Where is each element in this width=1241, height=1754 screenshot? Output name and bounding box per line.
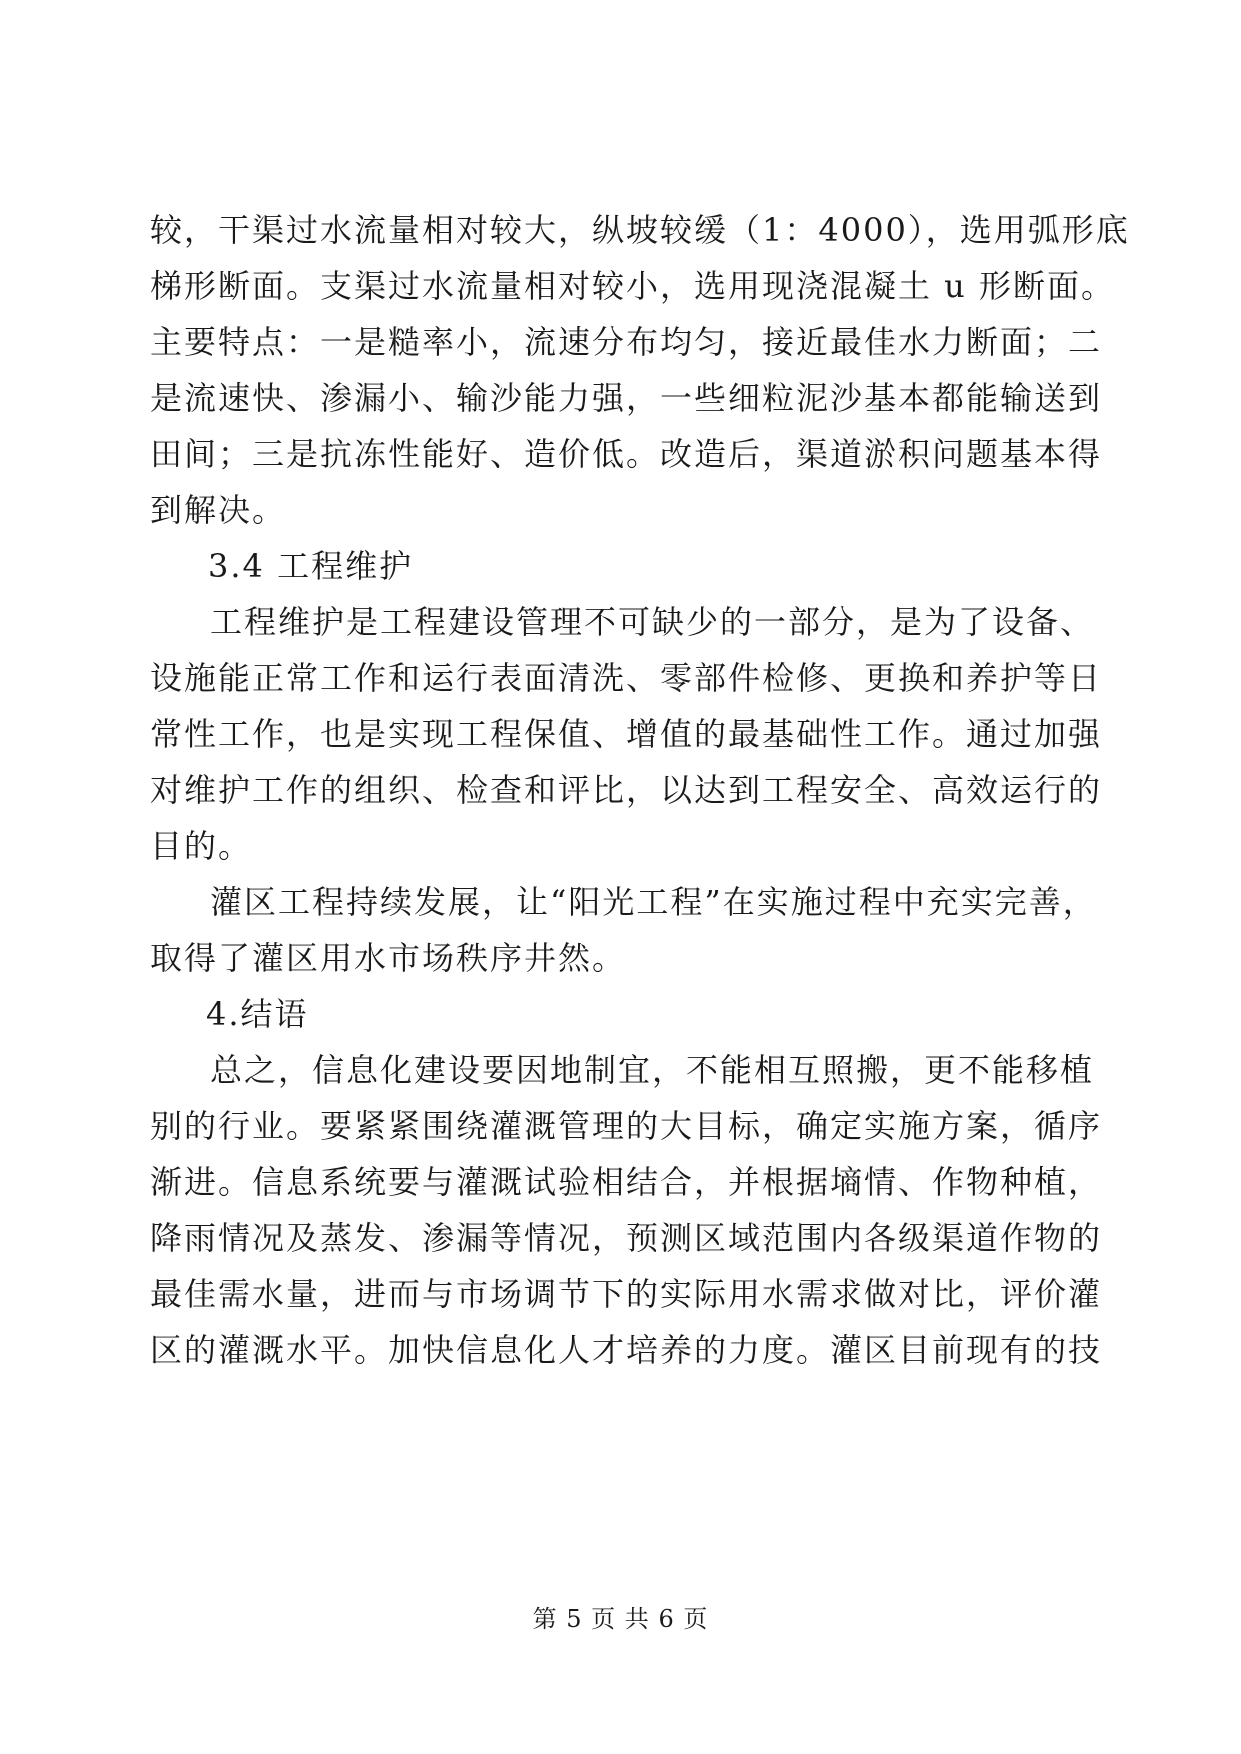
page-number-footer: 第 5 页 共 6 页 [532,1605,709,1633]
text-line: 区的灌溉水平。加快信息化人才培养的力度。灌区目前现有的技 [150,1331,1103,1369]
text-line: 灌区工程持续发展，让“阳光工程”在实施过程中充实完善， [210,883,1097,921]
text-line: 总之，信息化建设要因地制宜，不能相互照搬，更不能移植 [210,1051,1095,1089]
section-heading: 3.4 工程维护 [208,547,414,585]
text-line: 对维护工作的组织、检查和评比，以达到工程安全、高效运行的 [150,771,1103,809]
text-line: 取得了灌区用水市场秩序井然。 [150,939,627,977]
text-line: 降雨情况及蒸发、渗漏等情况，预测区域范围内各级渠道作物的 [150,1219,1103,1257]
text-line: 是流速快、渗漏小、输沙能力强，一些细粒泥沙基本都能输送到 [150,379,1103,417]
text-line: 常性工作，也是实现工程保值、增值的最基础性工作。通过加强 [150,715,1103,753]
text-line: 工程维护是工程建设管理不可缺少的一部分，是为了设备、 [210,603,1095,641]
text-line: 梯形断面。支渠过水流量相对较小，选用现浇混凝土 u 形断面。 [150,267,1115,305]
text-line: 田间；三是抗冻性能好、造价低。改造后，渠道淤积问题基本得 [150,435,1103,473]
text-line: 别的行业。要紧紧围绕灌溉管理的大目标，确定实施方案，循序 [150,1107,1103,1145]
text-line: 渐进。信息系统要与灌溉试验相结合，并根据墒情、作物种植， [150,1163,1103,1201]
text-line: 到解决。 [150,491,287,529]
text-line: 主要特点：一是糙率小，流速分布均匀，接近最佳水力断面；二 [150,323,1103,361]
text-line: 设施能正常工作和运行表面清洗、零部件检修、更换和养护等日 [150,659,1103,697]
text-line: 最佳需水量，进而与市场调节下的实际用水需求做对比，评价灌 [150,1275,1103,1313]
text-line: 较，干渠过水流量相对较大，纵坡较缓（1：4000），选用弧形底 [150,211,1130,249]
text-line: 目的。 [150,827,253,865]
section-heading: 4.结语 [206,995,309,1033]
